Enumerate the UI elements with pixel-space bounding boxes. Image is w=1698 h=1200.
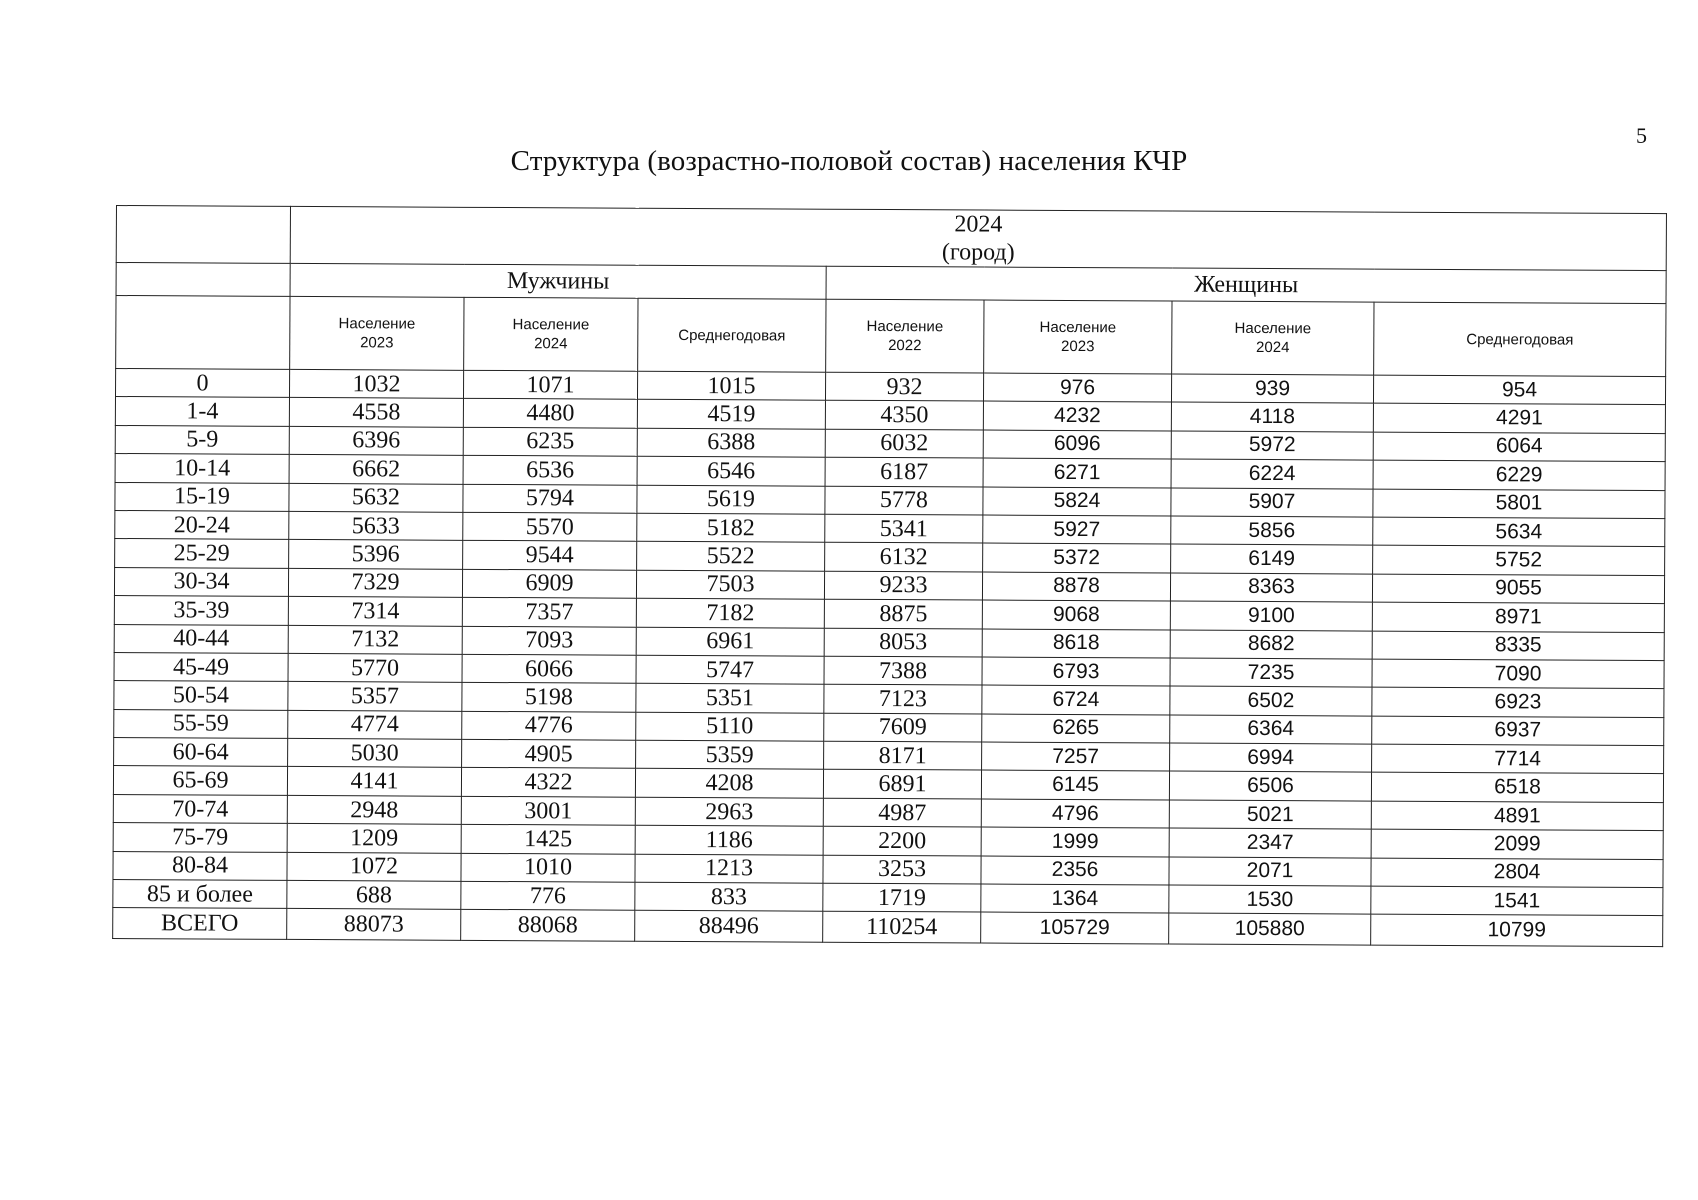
- age-group-cell: 15-19: [115, 482, 289, 511]
- value-cell: 2099: [1371, 829, 1663, 859]
- value-cell: 10799: [1371, 915, 1663, 948]
- value-cell: 8363: [1170, 573, 1372, 602]
- column-header-line1: Среднегодовая: [1466, 330, 1574, 349]
- value-cell: 5794: [463, 484, 637, 513]
- women-header: Женщины: [826, 266, 1666, 303]
- column-header-line1: Среднегодовая: [678, 326, 786, 345]
- value-cell: 6961: [636, 627, 824, 656]
- value-cell: 1072: [287, 852, 461, 881]
- age-group-cell: ВСЕГО: [113, 908, 287, 940]
- value-cell: 7503: [636, 570, 824, 599]
- value-cell: 4891: [1371, 801, 1663, 831]
- value-cell: 5351: [636, 684, 824, 713]
- value-cell: 1541: [1371, 886, 1663, 916]
- value-cell: 105729: [981, 912, 1169, 944]
- value-cell: 6546: [637, 456, 825, 485]
- age-group-cell: 40-44: [114, 624, 288, 653]
- age-group-cell: 0: [115, 369, 289, 398]
- value-cell: 1425: [461, 825, 635, 854]
- value-cell: 6235: [463, 427, 637, 456]
- value-cell: 5752: [1373, 545, 1665, 575]
- value-cell: 1032: [289, 369, 463, 398]
- column-header: [1172, 301, 1374, 375]
- value-cell: 9233: [824, 571, 982, 600]
- value-cell: 6923: [1372, 687, 1664, 717]
- value-cell: 4208: [635, 769, 823, 798]
- value-cell: 105880: [1169, 913, 1371, 945]
- value-cell: 9544: [463, 541, 637, 570]
- column-header-line2: 2024: [534, 335, 568, 353]
- value-cell: 5372: [983, 543, 1171, 572]
- value-cell: 5619: [637, 485, 825, 514]
- age-group-cell: 45-49: [114, 652, 288, 681]
- year-header: [290, 206, 1666, 270]
- value-cell: 6096: [983, 430, 1171, 459]
- value-cell: 4141: [287, 767, 461, 796]
- column-header-line2: 2022: [888, 337, 922, 355]
- value-cell: 8971: [1372, 602, 1664, 632]
- value-cell: 4322: [461, 768, 635, 797]
- value-cell: 7388: [824, 656, 982, 685]
- age-group-cell: 55-59: [114, 709, 288, 738]
- value-cell: 6149: [1171, 544, 1373, 573]
- value-cell: 3001: [461, 796, 635, 825]
- value-cell: 7182: [636, 598, 824, 627]
- value-cell: 5182: [637, 513, 825, 542]
- value-cell: 8053: [824, 628, 982, 657]
- value-cell: 6224: [1171, 459, 1373, 488]
- value-cell: 5570: [463, 512, 637, 541]
- value-cell: 6132: [825, 543, 983, 572]
- value-cell: 954: [1373, 375, 1665, 405]
- value-cell: 9055: [1372, 574, 1664, 604]
- value-cell: 1719: [823, 883, 981, 912]
- value-cell: 6724: [982, 685, 1170, 714]
- value-cell: 5021: [1169, 800, 1371, 829]
- value-cell: 7714: [1372, 744, 1664, 774]
- value-cell: 6064: [1373, 432, 1665, 462]
- value-cell: 5341: [825, 514, 983, 543]
- value-cell: 3253: [823, 855, 981, 884]
- header-row-columns: [116, 296, 1666, 377]
- value-cell: 7093: [462, 626, 636, 655]
- value-cell: 8878: [982, 572, 1170, 601]
- header-corner-cell: [116, 206, 290, 264]
- value-cell: 5634: [1373, 517, 1665, 547]
- value-cell: 7257: [982, 742, 1170, 771]
- header-corner-cell: [116, 263, 290, 297]
- value-cell: 1530: [1169, 885, 1371, 914]
- value-cell: 6032: [825, 429, 983, 458]
- value-cell: 6271: [983, 458, 1171, 487]
- value-cell: 4776: [462, 711, 636, 740]
- age-group-cell: 65-69: [113, 766, 287, 795]
- age-group-cell: 10-14: [115, 454, 289, 483]
- value-cell: 5824: [983, 487, 1171, 516]
- column-header: [464, 297, 638, 371]
- value-cell: 6066: [462, 654, 636, 683]
- value-cell: 7329: [288, 568, 462, 597]
- column-header-line1: Население: [512, 316, 590, 334]
- value-cell: 2071: [1169, 857, 1371, 886]
- column-header-line2: 2023: [360, 334, 394, 352]
- value-cell: 688: [287, 880, 461, 909]
- value-cell: 1999: [981, 827, 1169, 856]
- value-cell: 2963: [635, 797, 823, 826]
- value-cell: 6891: [823, 770, 981, 799]
- value-cell: 6265: [982, 714, 1170, 743]
- value-cell: 7132: [288, 625, 462, 654]
- value-cell: 5632: [289, 483, 463, 512]
- age-group-cell: 50-54: [114, 681, 288, 710]
- value-cell: 6518: [1371, 773, 1663, 803]
- age-group-cell: 75-79: [113, 823, 287, 852]
- value-cell: 8875: [824, 599, 982, 628]
- value-cell: 1213: [635, 854, 823, 883]
- column-header: [1374, 302, 1666, 377]
- value-cell: 7090: [1372, 659, 1664, 689]
- value-cell: 4291: [1373, 403, 1665, 433]
- value-cell: 4987: [823, 798, 981, 827]
- value-cell: 4905: [462, 739, 636, 768]
- value-cell: 5633: [289, 511, 463, 540]
- value-cell: 88496: [635, 911, 823, 943]
- column-header: [290, 296, 464, 370]
- column-header-line1: Население: [866, 317, 944, 336]
- value-cell: 1071: [463, 370, 637, 399]
- value-cell: 5747: [636, 655, 824, 684]
- value-cell: 6388: [637, 428, 825, 457]
- page-number: 5: [1636, 123, 1647, 148]
- value-cell: 6502: [1170, 686, 1372, 715]
- value-cell: 110254: [823, 912, 981, 944]
- value-cell: 5856: [1171, 516, 1373, 545]
- age-group-cell: 80-84: [113, 851, 287, 880]
- value-cell: 6909: [462, 569, 636, 598]
- value-cell: 5927: [983, 515, 1171, 544]
- value-cell: 939: [1171, 374, 1373, 403]
- value-cell: 5801: [1373, 489, 1665, 519]
- value-cell: 6506: [1169, 771, 1371, 800]
- column-header-line2: 2023: [1061, 337, 1095, 356]
- value-cell: 2948: [287, 795, 461, 824]
- column-header-line1: Население: [338, 315, 416, 333]
- value-cell: 6662: [289, 455, 463, 484]
- value-cell: 4350: [825, 401, 983, 430]
- value-cell: 8335: [1372, 631, 1664, 661]
- age-group-cell: 35-39: [114, 596, 288, 625]
- column-header: [984, 300, 1172, 374]
- value-cell: 8618: [982, 629, 1170, 658]
- value-cell: 5907: [1171, 488, 1373, 517]
- value-cell: 88073: [287, 909, 461, 941]
- value-cell: 6793: [982, 657, 1170, 686]
- area-label: (город): [941, 239, 1015, 266]
- value-cell: 6364: [1170, 715, 1372, 744]
- column-header-line1: Население: [1234, 319, 1312, 338]
- column-header-line1: Население: [1039, 318, 1117, 337]
- value-cell: 5198: [462, 683, 636, 712]
- value-cell: 4232: [983, 401, 1171, 430]
- value-cell: 6937: [1372, 716, 1664, 746]
- value-cell: 5030: [288, 738, 462, 767]
- age-group-cell: 25-29: [115, 539, 289, 568]
- value-cell: 833: [635, 882, 823, 911]
- value-cell: 4774: [288, 710, 462, 739]
- value-cell: 1186: [635, 825, 823, 854]
- value-cell: 7357: [462, 597, 636, 626]
- age-group-cell: 1-4: [115, 397, 289, 426]
- value-cell: 7123: [824, 685, 982, 714]
- value-cell: 2804: [1371, 858, 1663, 888]
- value-cell: 2200: [823, 826, 981, 855]
- table-body: [113, 369, 1666, 948]
- value-cell: 1015: [637, 371, 825, 400]
- value-cell: 776: [461, 881, 635, 910]
- value-cell: 88068: [461, 910, 635, 942]
- population-table: [112, 205, 1667, 948]
- value-cell: 4558: [289, 398, 463, 427]
- value-cell: 5972: [1171, 431, 1373, 460]
- value-cell: 9068: [982, 600, 1170, 629]
- value-cell: 5522: [637, 542, 825, 571]
- age-group-cell: 60-64: [114, 738, 288, 767]
- header-corner-cell: [116, 296, 290, 370]
- value-cell: 4796: [981, 799, 1169, 828]
- value-cell: 4118: [1171, 402, 1373, 431]
- value-cell: 6536: [463, 455, 637, 484]
- page-title: Структура (возрастно-половой состав) населения КЧР: [510, 145, 1188, 177]
- value-cell: 5778: [825, 486, 983, 515]
- value-cell: 7609: [824, 713, 982, 742]
- value-cell: 6396: [289, 426, 463, 455]
- value-cell: 9100: [1170, 601, 1372, 630]
- men-header: Мужчины: [290, 263, 826, 299]
- value-cell: 5396: [289, 540, 463, 569]
- column-header: [638, 298, 826, 372]
- value-cell: 4480: [463, 399, 637, 428]
- value-cell: 5770: [288, 653, 462, 682]
- header-row-year: [116, 206, 1666, 271]
- value-cell: 5357: [288, 682, 462, 711]
- value-cell: 1010: [461, 853, 635, 882]
- value-cell: 2356: [981, 856, 1169, 885]
- value-cell: 6229: [1373, 460, 1665, 490]
- value-cell: 7314: [288, 597, 462, 626]
- value-cell: 5110: [636, 712, 824, 741]
- value-cell: 4519: [637, 400, 825, 429]
- age-group-cell: 20-24: [115, 510, 289, 539]
- age-group-cell: 85 и более: [113, 880, 287, 909]
- value-cell: 6994: [1170, 743, 1372, 772]
- age-group-cell: 5-9: [115, 425, 289, 454]
- column-header: [826, 299, 984, 373]
- value-cell: 1364: [981, 884, 1169, 913]
- value-cell: 8171: [824, 741, 982, 770]
- value-cell: 6187: [825, 457, 983, 486]
- column-header-line2: 2024: [1256, 338, 1290, 357]
- age-group-cell: 30-34: [114, 567, 288, 596]
- year-label: 2024: [954, 211, 1003, 238]
- value-cell: 932: [825, 372, 983, 401]
- value-cell: 5359: [636, 740, 824, 769]
- value-cell: 2347: [1169, 828, 1371, 857]
- value-cell: 7235: [1170, 658, 1372, 687]
- value-cell: 976: [983, 373, 1171, 402]
- value-cell: 6145: [981, 771, 1169, 800]
- value-cell: 8682: [1170, 630, 1372, 659]
- age-group-cell: 70-74: [113, 794, 287, 823]
- value-cell: 1209: [287, 824, 461, 853]
